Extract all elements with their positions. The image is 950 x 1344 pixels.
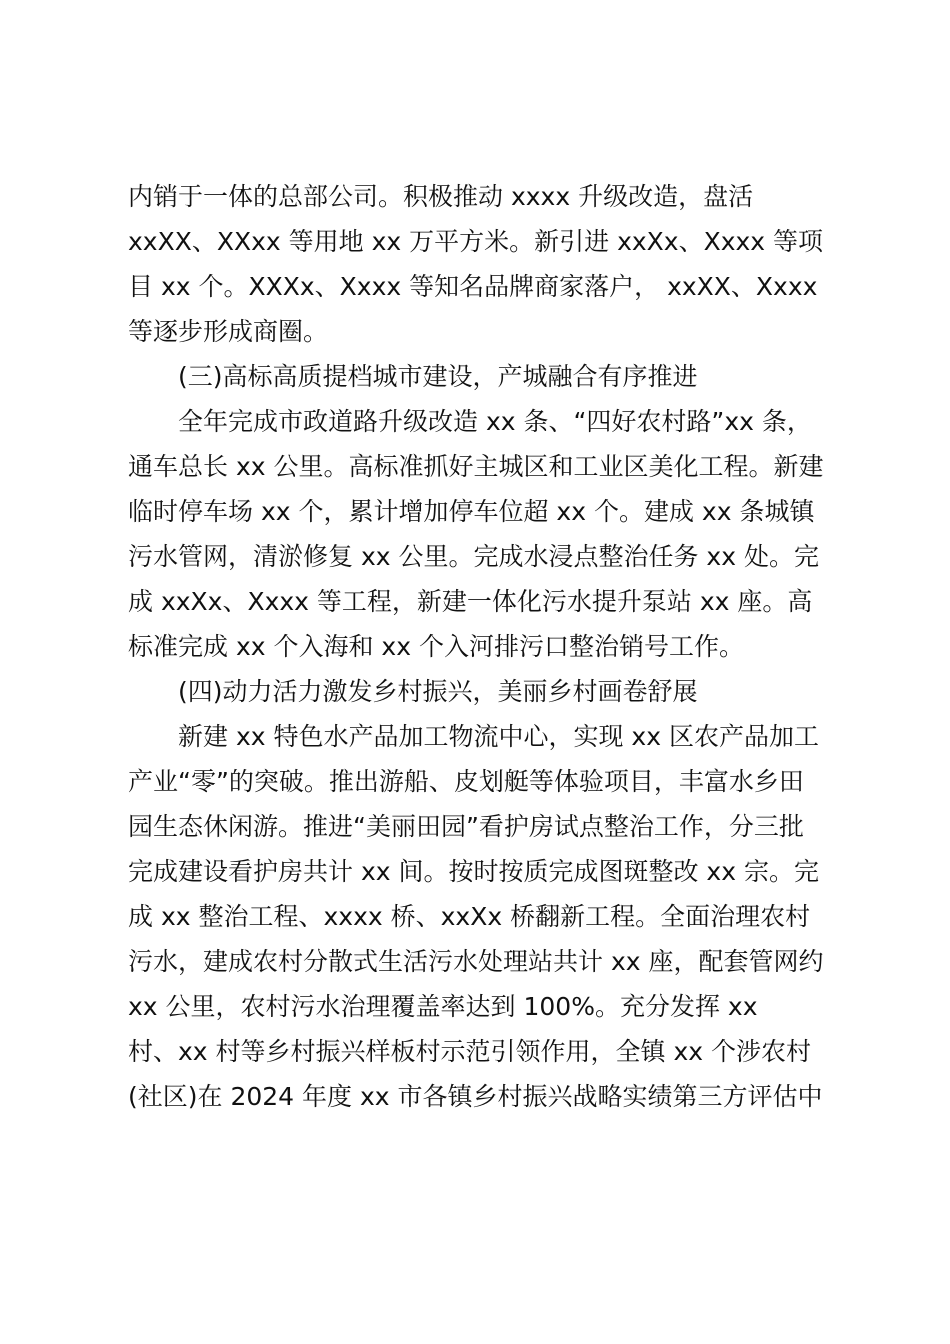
paragraph-line: 完成建设看护房共计 xx 间。按时按质完成图斑整改 xx 宗。完 — [128, 857, 819, 886]
paragraph-line: (社区)在 2024 年度 xx 市各镇乡村振兴战略实绩第三方评估中 — [128, 1082, 823, 1111]
paragraph-line: 污水，建成农村分散式生活污水处理站共计 xx 座，配套管网约 — [128, 947, 824, 976]
section-heading: (三)高标高质提档城市建设，产城融合有序推进 — [178, 362, 698, 391]
paragraph-line: 等逐步形成商圈。 — [128, 317, 329, 346]
paragraph-line: 村、xx 村等乡村振兴样板村示范引领作用，全镇 xx 个涉农村 — [128, 1037, 812, 1066]
paragraph-line: 目 xx 个。XXXx、Xxxx 等知名品牌商家落户， xxXX、Xxxx — [128, 272, 818, 301]
paragraph-line: 内销于一体的总部公司。积极推动 xxxx 升级改造，盘活 — [128, 182, 754, 211]
paragraph-line: 产业“零”的突破。推出游船、皮划艇等体验项目，丰富水乡田 — [128, 767, 804, 796]
paragraph-line: 标准完成 xx 个入海和 xx 个入河排污口整治销号工作。 — [128, 632, 744, 661]
paragraph-line: xxXX、XXxx 等用地 xx 万平方米。新引进 xxXx、Xxxx 等项 — [128, 227, 824, 256]
paragraph-line: 通车总长 xx 公里。高标准抓好主城区和工业区美化工程。新建 — [128, 452, 824, 481]
paragraph-line: 园生态休闲游。推进“美丽田园”看护房试点整治工作，分三批 — [128, 812, 804, 841]
paragraph-line: 新建 xx 特色水产品加工物流中心，实现 xx 区农产品加工 — [178, 722, 819, 751]
paragraph-line: 临时停车场 xx 个，累计增加停车位超 xx 个。建成 xx 条城镇 — [128, 497, 815, 526]
paragraph-line: xx 公里，农村污水治理覆盖率达到 100%。充分发挥 xx — [128, 992, 758, 1021]
paragraph-line: 成 xxXx、Xxxx 等工程，新建一体化污水提升泵站 xx 座。高 — [128, 587, 813, 616]
paragraph-line: 全年完成市政道路升级改造 xx 条、“四好农村路”xx 条， — [178, 407, 812, 436]
paragraph-line: 成 xx 整治工程、xxxx 桥、xxXx 桥翻新工程。全面治理农村 — [128, 902, 811, 931]
paragraph-line: 污水管网，清淤修复 xx 公里。完成水浸点整治任务 xx 处。完 — [128, 542, 819, 571]
section-heading: (四)动力活力激发乡村振兴，美丽乡村画卷舒展 — [178, 677, 698, 706]
document-body — [128, 174, 848, 1119]
